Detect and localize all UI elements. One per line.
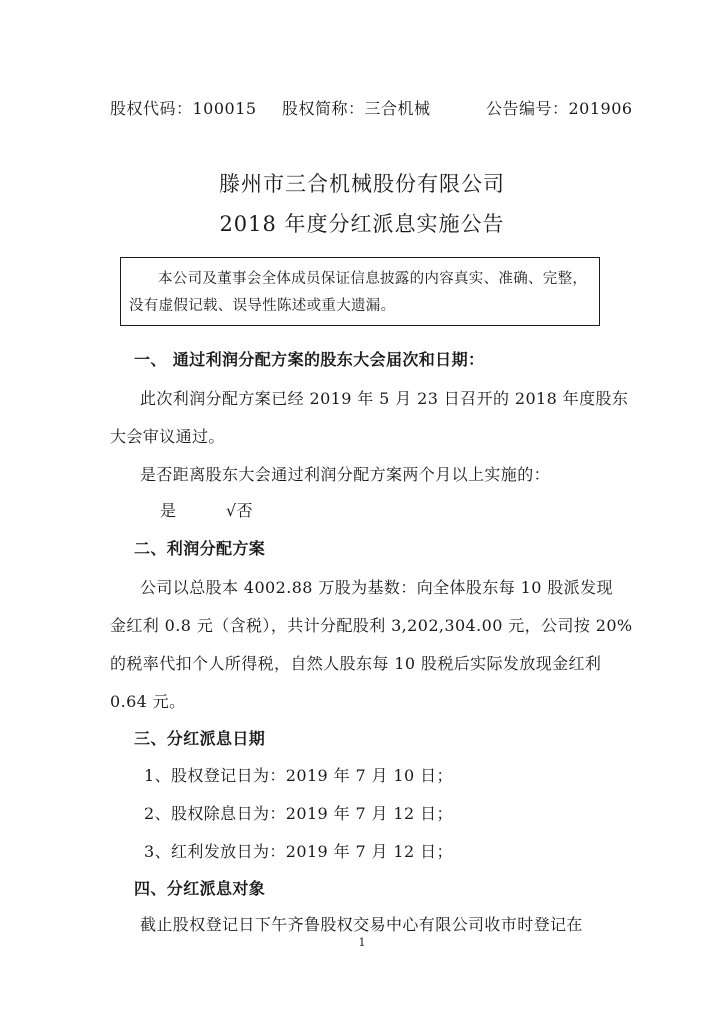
choice-no-checked: √否 (226, 501, 253, 520)
page-number: 1 (358, 936, 366, 949)
equity-code: 股权代码：100015 (110, 99, 257, 118)
section-2-paragraph-line: 0.64 元。 (110, 692, 186, 711)
payment-date-item: 3、红利发放日为：2019 年 7 月 12 日； (144, 842, 453, 861)
company-name-title: 滕州市三合机械股份有限公司 (219, 172, 505, 196)
section-1-paragraph-line: 此次利润分配方案已经 2019 年 5 月 23 日召开的 2018 年度股东 (140, 389, 629, 408)
record-date-item: 1、股权登记日为：2019 年 7 月 10 日； (144, 766, 453, 785)
section-4-heading: 四、分红派息对象 (134, 879, 266, 898)
announcement-title: 2018 年度分红派息实施公告 (219, 212, 505, 236)
announcement-number: 公告编号：201906 (486, 99, 633, 118)
ex-dividend-date-item: 2、股权除息日为：2019 年 7 月 12 日； (144, 804, 453, 823)
section-2-paragraph-line: 金红利 0.8 元（含税），共计分配股利 3,202,304.00 元，公司按 20% (110, 616, 633, 635)
section-2-paragraph-line: 公司以总股本 4002.88 万股为基数：向全体股东每 10 股派发现 (140, 578, 613, 597)
implementation-choice (160, 498, 253, 521)
section-2-heading: 二、利润分配方案 (134, 539, 266, 558)
choice-yes: 是 (160, 501, 177, 520)
equity-abbreviation: 股权简称：三合机械 (282, 99, 431, 118)
section-1-question: 是否距离股东大会通过利润分配方案两个月以上实施的： (140, 465, 551, 484)
section-4-paragraph-line: 截止股权登记日下午齐鲁股权交易中心有限公司收市时登记在 (140, 915, 583, 934)
section-1-heading: 一、 通过利润分配方案的股东大会届次和日期： (134, 350, 485, 369)
section-2-paragraph-line: 的税率代扣个人所得税，自然人股东每 10 股税后实际发放现金红利 (110, 654, 602, 673)
disclosure-notice-box: 本公司及董事会全体成员保证信息披露的内容真实、准确、完整，没有虚假记载、误导性陈述或重大遗漏。 (120, 257, 600, 326)
section-3-heading: 三、分红派息日期 (134, 729, 266, 748)
section-1-paragraph-line: 大会审议通过。 (110, 427, 225, 446)
